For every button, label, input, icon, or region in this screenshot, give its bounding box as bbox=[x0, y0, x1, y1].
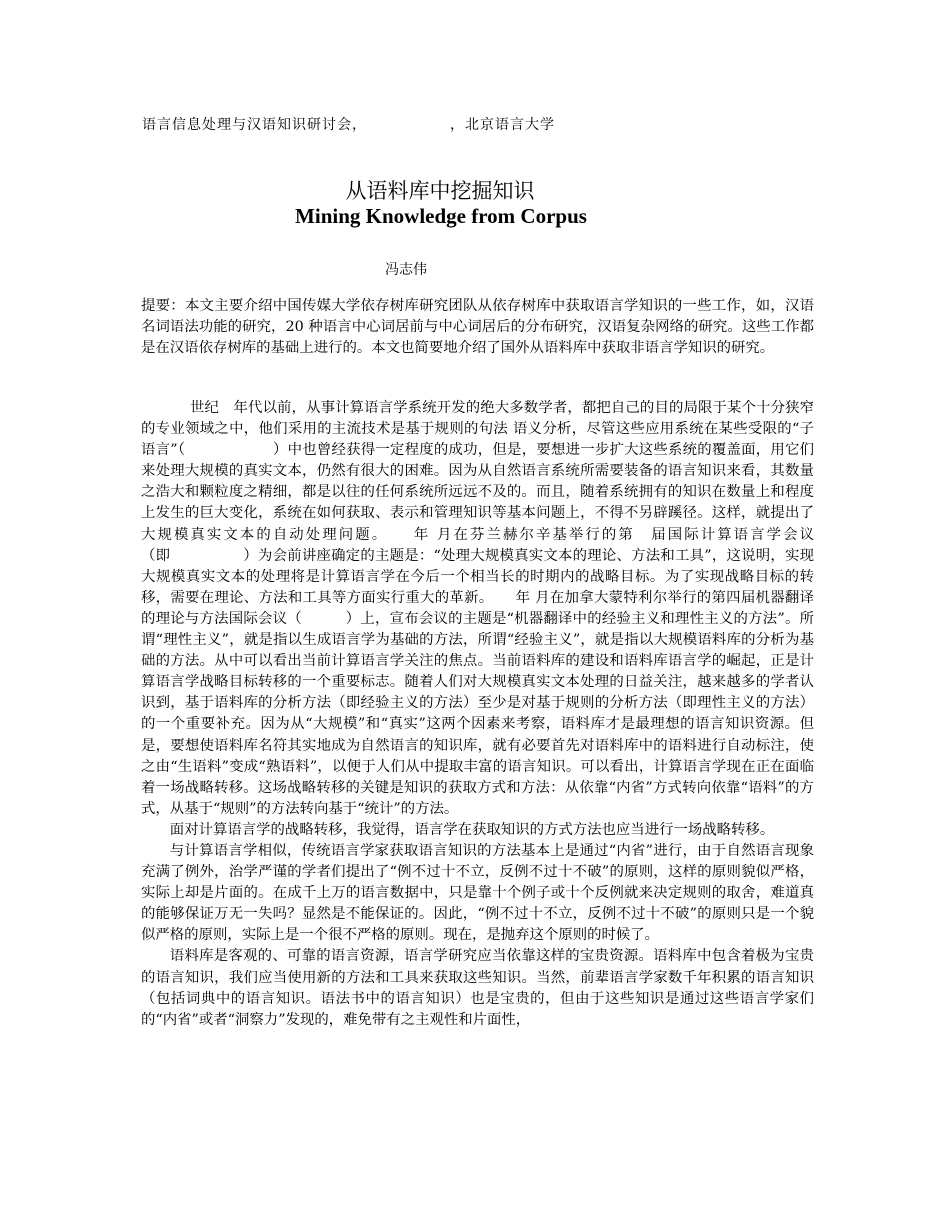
body-paragraph: 世纪 年代以前，从事计算语言学系统开发的绝大多数学者，都把自己的目的局限于某个十分狭窄的专业领域之中，他们采用的主流技术是基于规则的句法 语义分析，尽管这些应用系统在某些受限的“子语言”（ ）中也曾经获得一定程度的成功，但是，要想进一步扩大这些系统的覆盖面，用它们来处理大规模的真实文本，仍然有很大的困难。因为从自然语言系统所需要装备的语言知识来看，其数量之浩大和颗粒度之精细，都是以往的任何系统所远远不及的。而且，随着系统拥有的知识在数量上和程度上发生的巨大变化，系统在如何获取、表示和管理知识等基本问题上，不得不另辟蹊径。这样，就提出了大规模真实文本的自动处理问题。 年 月在芬兰赫尔辛基举行的第 届国际计算语言学会议（即 ）为会前讲座确定的主题是：“处理大规模真实文本的理论、方法和工具”，这说明，实现大规模真实文本的处理将是计算语言学在今后一个相当长的时期内的战略目标。为了实现战略目标的转移，需要在理论、方法和工具等方面实行重大的革新。 年 月在加拿大蒙特利尔举行的第四届机器翻译的理论与方法国际会议（ ）上，宣布会议的主题是“机器翻译中的经验主义和理性主义的方法”。所谓“理性主义”，就是指以生成语言学为基础的方法，所谓“经验主义”，就是指以大规模语料库的分析为基础的方法。从中可以看出当前计算语言学关注的焦点。当前语料库的建设和语料库语言学的崛起，正是计算语言学战略目标转移的一个重要标志。随着人们对大规模真实文本处理的日益关注，越来越多的学者认识到，基于语料库的分析方法（即经验主义的方法）至少是对基于规则的分析方法（即理性主义的方法）的一个重要补充。因为从“大规模”和“真实”这两个因素来考察，语料库才是最理想的语言知识资源。但是，要想使语料库名符其实地成为自然语言的知识库，就有必要首先对语料库中的语料进行自动标注，使之由“生语料”变成“熟语料”，以便于人们从中提取丰富的语言知识。可以看出，计算语言学现在正在面临着一场战略转移。这场战略转移的关键是知识的获取方式和方法：从依靠“内省”方式转向依靠“语料”的方式，从基于“规则”的方法转向基于“统计”的方法。 bbox=[141, 400, 814, 817]
page-title-english: Mining Knowledge from Corpus bbox=[295, 204, 587, 228]
author-name: 冯志伟 bbox=[385, 262, 427, 278]
body-paragraph: 面对计算语言学的战略转移，我觉得，语言学在获取知识的方式方法也应当进行一场战略转移。 bbox=[169, 821, 775, 838]
conference-header: 语言信息处理与汉语知识研讨会， ，北京语言大学 bbox=[142, 117, 555, 133]
body-paragraph: 与计算语言学相似，传统语言学家获取语言知识的方法基本上是通过“内省”进行，由于自然语言现象充满了例外，治学严谨的学者们提出了“例不过十不立，反例不过十不破”的原则，这样的原则貌似严格，实际上却是片面的。在成千上万的语言数据中，只是靠十个例子或十个反例就来决定规则的取舍，难道真的能够保证万无一失吗？显然是不能保证的。因此，“例不过十不立，反例不过十不破”的原则只是一个貌似严格的原则，实际上是一个很不严格的原则。现在，是抛弃这个原则的时候了。 bbox=[141, 842, 814, 944]
page-title-chinese: 从语料库中挖掘知识 bbox=[345, 179, 535, 203]
body-text bbox=[141, 398, 814, 1031]
abstract-paragraph: 提要：本文主要介绍中国传媒大学依存树库研究团队从依存树库中获取语言学知识的一些工作，如，汉语名词语法功能的研究，20 种语言中心词居前与中心词居后的分布研究，汉语复杂网络的研究。这些工作都是在汉语依存树库的基础上进行的。本文也简要地介绍了国外从语料库中获取非语言学知识的研究。 bbox=[141, 298, 814, 356]
body-paragraph: 语料库是客观的、可靠的语言资源，语言学研究应当依靠这样的宝贵资源。语料库中包含着极为宝贵的语言知识，我们应当使用新的方法和工具来获取这些知识。当然，前辈语言学家数千年积累的语言知识（包括词典中的语言知识。语法书中的语言知识）也是宝贵的，但由于这些知识是通过这些语言学家们的“内省”或者“洞察力”发现的，难免带有之主观性和片面性， bbox=[141, 948, 814, 1028]
